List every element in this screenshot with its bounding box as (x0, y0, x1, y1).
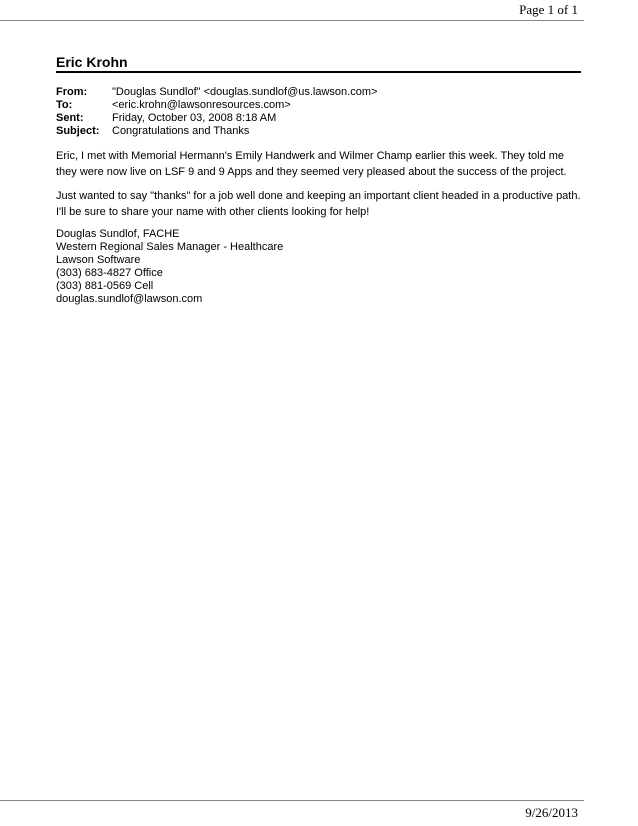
email-headers (56, 86, 377, 138)
body-paragraph: Eric, I met with Memorial Hermann's Emily Handwerk and Wilmer Champ earlier this week. They told me they were now live on LSF 9 and 9 Apps and they seemed very pleased about the success of the project. (56, 150, 567, 178)
email-body (56, 148, 581, 306)
header-row-subject (56, 125, 377, 138)
top-divider (0, 20, 584, 21)
subject-label: Subject: (56, 125, 100, 137)
to-label: To: (56, 99, 73, 111)
signature-line: Western Regional Sales Manager - Healthcare (56, 241, 284, 253)
sent-label: Sent: (56, 112, 84, 124)
print-date: 9/26/2013 (525, 805, 578, 820)
signature-line: (303) 683-4827 Office (56, 267, 163, 279)
sender-name-heading: Eric Krohn (56, 54, 128, 70)
bottom-divider (0, 800, 584, 801)
signature-line: (303) 881-0569 Cell (56, 280, 154, 292)
signature-email-link: douglas.sundlof@lawson.com (56, 293, 203, 305)
email-signature (56, 228, 581, 306)
sent-value: Friday, October 03, 2008 8:18 AM (112, 112, 277, 124)
to-value: <eric.krohn@lawsonresources.com> (112, 99, 291, 111)
subject-value: Congratulations and Thanks (112, 125, 250, 137)
body-paragraph: Just wanted to say "thanks" for a job well done and keeping an important client headed in a productive path. I'll be sure to share your name with other clients looking for help! (56, 190, 581, 218)
header-row-sent (56, 112, 377, 125)
signature-line: Lawson Software (56, 254, 141, 266)
from-label: From: (56, 86, 88, 98)
from-value: "Douglas Sundlof" <douglas.sundlof@us.lawson.com> (112, 86, 378, 98)
page-number-label: Page 1 of 1 (519, 2, 578, 17)
header-row-from (56, 86, 377, 99)
header-row-to (56, 99, 377, 112)
heading-underline (56, 71, 581, 73)
signature-line: Douglas Sundlof, FACHE (56, 228, 180, 240)
